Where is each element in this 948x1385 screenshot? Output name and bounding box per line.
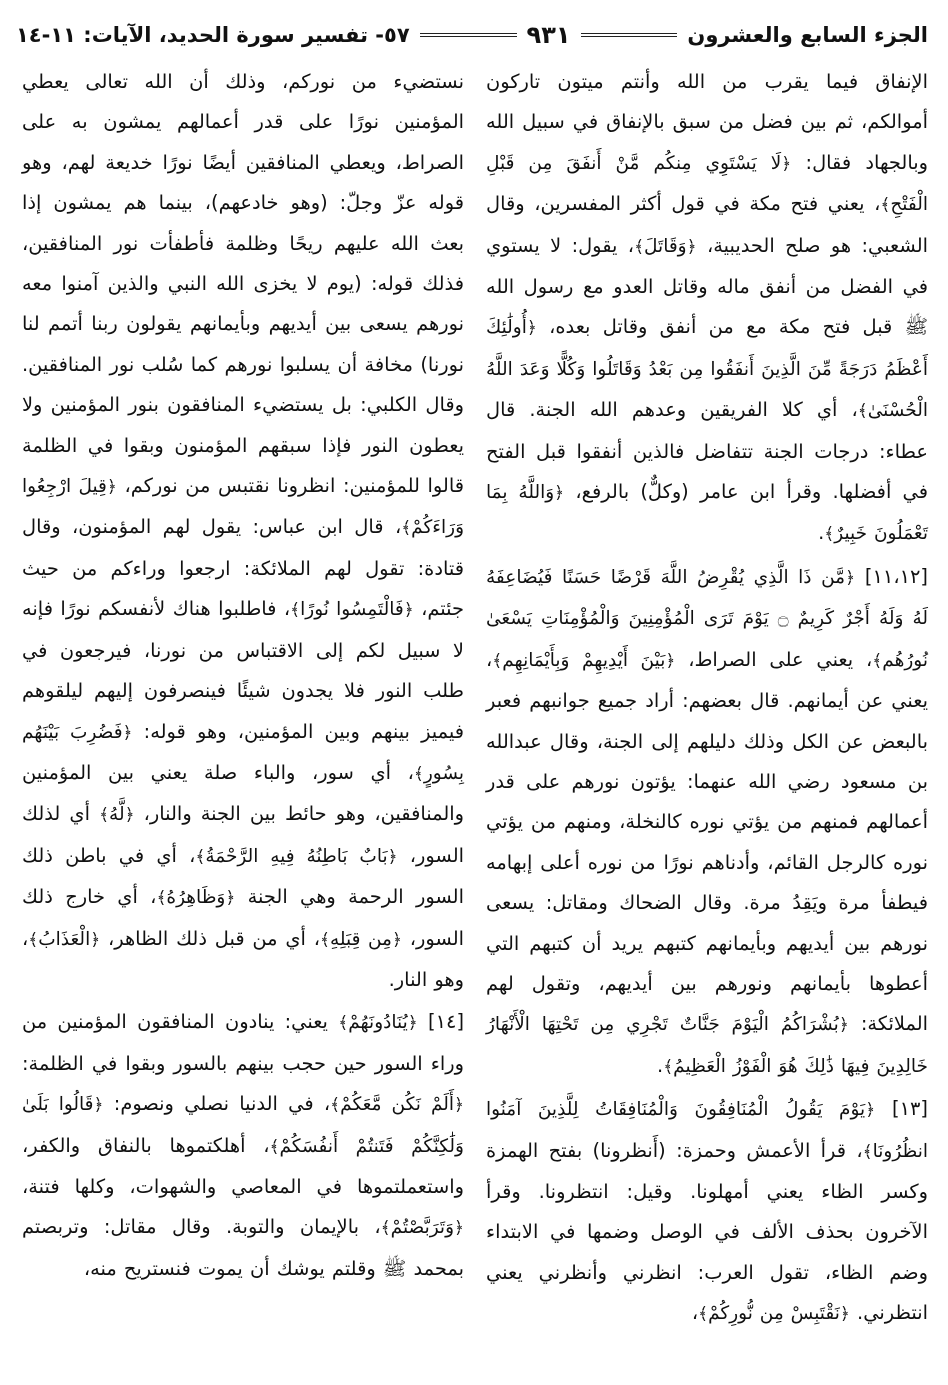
- quran-verse: ﴿ فَضُرِبَ بَيْنَهُم بِسُورٍ ﴾: [22, 722, 464, 784]
- quran-verse: ﴿ بَيْنَ أَيْدِيهِمْ وَبِأَيْمَانِهِم ﴾: [492, 650, 675, 671]
- paragraph: [22, 62, 464, 1000]
- quran-verse: ﴿ مِن قِبَلِهِ ﴾: [320, 929, 402, 950]
- quran-verse: ﴿ وَتَرَبَّصْتُمْ ﴾: [381, 1217, 464, 1238]
- verse-number: [١٤]: [428, 1010, 465, 1034]
- body-text: ، أي كلا الفريقين وعدهم الله الجنة. قال عطاء: درجات الجنة تتفاضل فالذين أنفقوا قبل الفتح في أفضلها. وقرأ ابن عامر (وكلٌّ) بالرفع،: [486, 398, 928, 504]
- body-text: ، قرأ الأعمش وحمزة: (أَنظرونا) بفتح الهمزة وكسر الظاء يعني أمهلونا. وقيل: انتظرونا. وقرأ الآخرون بحذف الألف في الوصل وضمها في الابتداء وضم الظاء، تقول العرب: انظرني وأنظرني يعني انتظرني.: [486, 1138, 928, 1325]
- body-text: ، يعني فتح مكة في قول أكثر المفسرين، وقال الشعبي: هو صلح الحديبية،: [486, 192, 928, 257]
- body-text: أي لذلك السور،: [22, 802, 464, 867]
- quran-verse: ﴿ قَالُوا بَلَىٰ وَلَٰكِنَّكُمْ فَتَنتُمْ أَنفُسَكُمْ ﴾: [22, 1094, 464, 1156]
- right-column: [486, 62, 928, 1371]
- paragraph: [486, 62, 928, 555]
- body-text: ، بالإيمان والتوبة. وقال مقاتل: وتربصتم بمحمد ﷺ وقلتم يوشك أن يموت فنستريح منه،: [22, 1215, 464, 1280]
- quran-verse: ﴿ لَّهُ ﴾: [99, 804, 135, 825]
- body-text: ، وهو النار.: [22, 926, 464, 991]
- page-number: ٩٣١: [526, 21, 571, 49]
- quran-verse: ﴿ مَّن ذَا الَّذِي يُقْرِضُ اللَّهَ قَرْضًا حَسَنًا فَيُضَاعِفَهُ لَهُ وَلَهُ أَجْرٌ كَرِيمٌ ۝ يَوْمَ تَرَى الْمُؤْمِنِينَ وَالْمُؤْمِنَاتِ يَسْعَىٰ نُورُهُم ﴾: [486, 567, 928, 671]
- body-text: ،: [691, 1301, 699, 1325]
- verse-number: [١١،١٢]: [864, 564, 928, 588]
- quran-verse: ﴿ بُشْرَاكُمُ الْيَوْمَ جَنَّاتٌ تَجْرِي مِن تَحْتِهَا الْأَنْهَارُ خَالِدِينَ فِيهَا ذَٰلِكَ هُوَ الْفَوْزُ الْعَظِيمُ ﴾: [486, 1014, 928, 1076]
- body-text: نستضيء من نوركم، وذلك أن الله تعالى يعطي المؤمنين نورًا على قدر أعمالهم يمشون به على الصراط، ويعطي المنافقين أيضًا نورًا خديعة لهم، وهو قوله عزّ وجلّ: (وهو خادعهم)، بينما هم يمشون إذا بعث الله عليهم ريحًا وظلمة فأطفأت نور المنافقين، فذلك قوله: (يوم لا يخزى الله النبي والذين آمنوا معه نورهم يسعى بين أيديهم وبأيمانهم يقولون ربنا أتمم لنا نورنا) مخافة أن يسلبوا نورهم كما سُلب نور المنافقين. وقال الكلبي: بل يستضيء المنافقون بنور المؤمنين ولا يعطون النور فإذا سبقهم المؤمنون وبقوا في الظلمة قالوا للمؤمنين: انظرونا نقتبس من نوركم،: [22, 70, 464, 498]
- body-text: ، يقول: لا يستوي في الفضل من أنفق ماله وقاتل العدو مع رسول الله ﷺ قبل فتح مكة مع من أنفق وقاتل بعده،: [486, 233, 928, 339]
- quran-verse: ﴿ وَقَاتَلَ ﴾: [634, 236, 697, 257]
- quran-verse: ﴿ بَابٌ بَاطِنُهُ فِيهِ الرَّحْمَةُ ﴾: [195, 846, 397, 867]
- text-columns: [22, 62, 928, 1371]
- quran-verse: ﴿ وَاللَّهُ بِمَا تَعْمَلُونَ خَبِيرٌ ﴾: [486, 482, 928, 544]
- paragraph: [486, 1089, 928, 1334]
- paragraph: [22, 1002, 464, 1289]
- left-column: [22, 62, 464, 1371]
- quran-verse: ﴿ وَظَاهِرُهُ ﴾: [156, 887, 235, 908]
- body-text: .: [818, 521, 825, 545]
- surah-title: ٥٧- تفسير سورة الحديد، الآيات: ١١-١٤: [15, 23, 410, 47]
- body-text: ، يعني على الصراط،: [688, 647, 873, 671]
- quran-verse: ﴿ قِيلَ ارْجِعُوا وَرَاءَكُمْ ﴾: [22, 476, 464, 538]
- body-text: ، قال ابن عباس: يقول لهم المؤمنون، وقال قتادة: تقول لهم الملائكة: ارجعوا وراءكم من حيث جئتم،: [22, 515, 464, 621]
- juz-title: الجزء السابع والعشرون: [687, 23, 928, 47]
- body-text: يعني: ينادون المنافقون المؤمنين من وراء السور حين حجب بينهم بالسور وبقوا في الظلمة:: [22, 1010, 464, 1075]
- quran-verse: ﴿ فَالْتَمِسُوا نُورًا ﴾: [290, 599, 414, 620]
- body-text: ، أهلكتموها بالنفاق والكفر، واستعملتموها في المعاصي والشهوات، وكلها فتنة،: [22, 1133, 464, 1198]
- body-text: ، فاطلبوا هناك لأنفسكم نورًا فإنه لا سبيل لكم إلى الاقتباس من نورنا، فيرجعون في طلب النور فلا يجدون شيئًا فينصرفون إليهم ليلقوهم فيميز بينهم وبين المؤمنين، وهو قوله:: [22, 597, 464, 743]
- body-text: ، يعني عن أيمانهم. قال بعضهم: أراد جميع جوانبهم فعبر بالبعض عن الكل وذلك دليلهم إلى الجنة، وقال عبدالله بن مسعود رضي الله عنهما: يؤتون نورهم على قدر أعمالهم فمنهم من يؤتي نوره كالنخلة، ومنهم من يؤتي نوره كالرجل القائم، وأدناهم نورًا من نوره أعلى إبهامه فيطفأ مرة ويَقِدُ مرة. وقال الضحاك ومقاتل: يسعى نورهم بين أيديهم وبأيمانهم كتبهم يريد أن كتبهم التي أعطوها بأيمانهم ونورهم بين أيديهم، وتقول لهم الملائكة:: [486, 647, 928, 1036]
- body-text: ، أي خارج ذلك السور،: [22, 885, 464, 950]
- quran-verse: ﴿ نَقْتَبِسْ مِن نُّورِكُمْ ﴾: [698, 1303, 850, 1324]
- body-text: ، أي من قبل ذلك الظاهر،: [107, 926, 320, 950]
- quran-verse: ﴿ يَوْمَ يَقُولُ الْمُنَافِقُونَ وَالْمُنَافِقَاتُ لِلَّذِينَ آمَنُوا انظُرُونَا ﴾: [486, 1099, 928, 1161]
- body-text: ، في الدنيا نصلي ونصوم:: [113, 1092, 331, 1116]
- verse-number: [١٣]: [892, 1097, 928, 1121]
- body-text: ، أي سور، والباء صلة يعني بين المؤمنين والمنافقين، وهو حائط بين الجنة والنار،: [22, 760, 464, 826]
- quran-verse: ﴿ يُنَادُونَهُمْ ﴾: [338, 1012, 417, 1033]
- body-text: ، أي في باطن ذلك السور الرحمة وهي الجنة: [22, 843, 464, 909]
- header-rule-left: [420, 33, 517, 37]
- header-rule-right: [581, 33, 678, 37]
- body-text: الإنفاق فيما يقرب من الله وأنتم ميتون تاركون أموالكم، ثم بين فضل من سبق بالإنفاق في سبيل الله وبالجهاد فقال:: [486, 70, 928, 174]
- paragraph: [486, 557, 928, 1087]
- body-text: .: [657, 1053, 664, 1077]
- quran-verse: ﴿ أُولَٰئِكَ أَعْظَمُ دَرَجَةً مِّنَ الَّذِينَ أَنفَقُوا مِن بَعْدُ وَقَاتَلُوا وَكُلًّا وَعَدَ اللَّهُ الْحُسْنَىٰ ﴾: [486, 317, 928, 421]
- quran-verse: ﴿ أَلَمْ نَكُن مَّعَكُمْ ﴾: [330, 1094, 464, 1115]
- running-header: [16, 14, 928, 56]
- quran-verse: ﴿ الْعَذَابُ ﴾: [28, 929, 100, 950]
- quran-verse: ﴿ لَا يَسْتَوِي مِنكُم مَّنْ أَنفَقَ مِن قَبْلِ الْفَتْحِ ﴾: [486, 153, 928, 215]
